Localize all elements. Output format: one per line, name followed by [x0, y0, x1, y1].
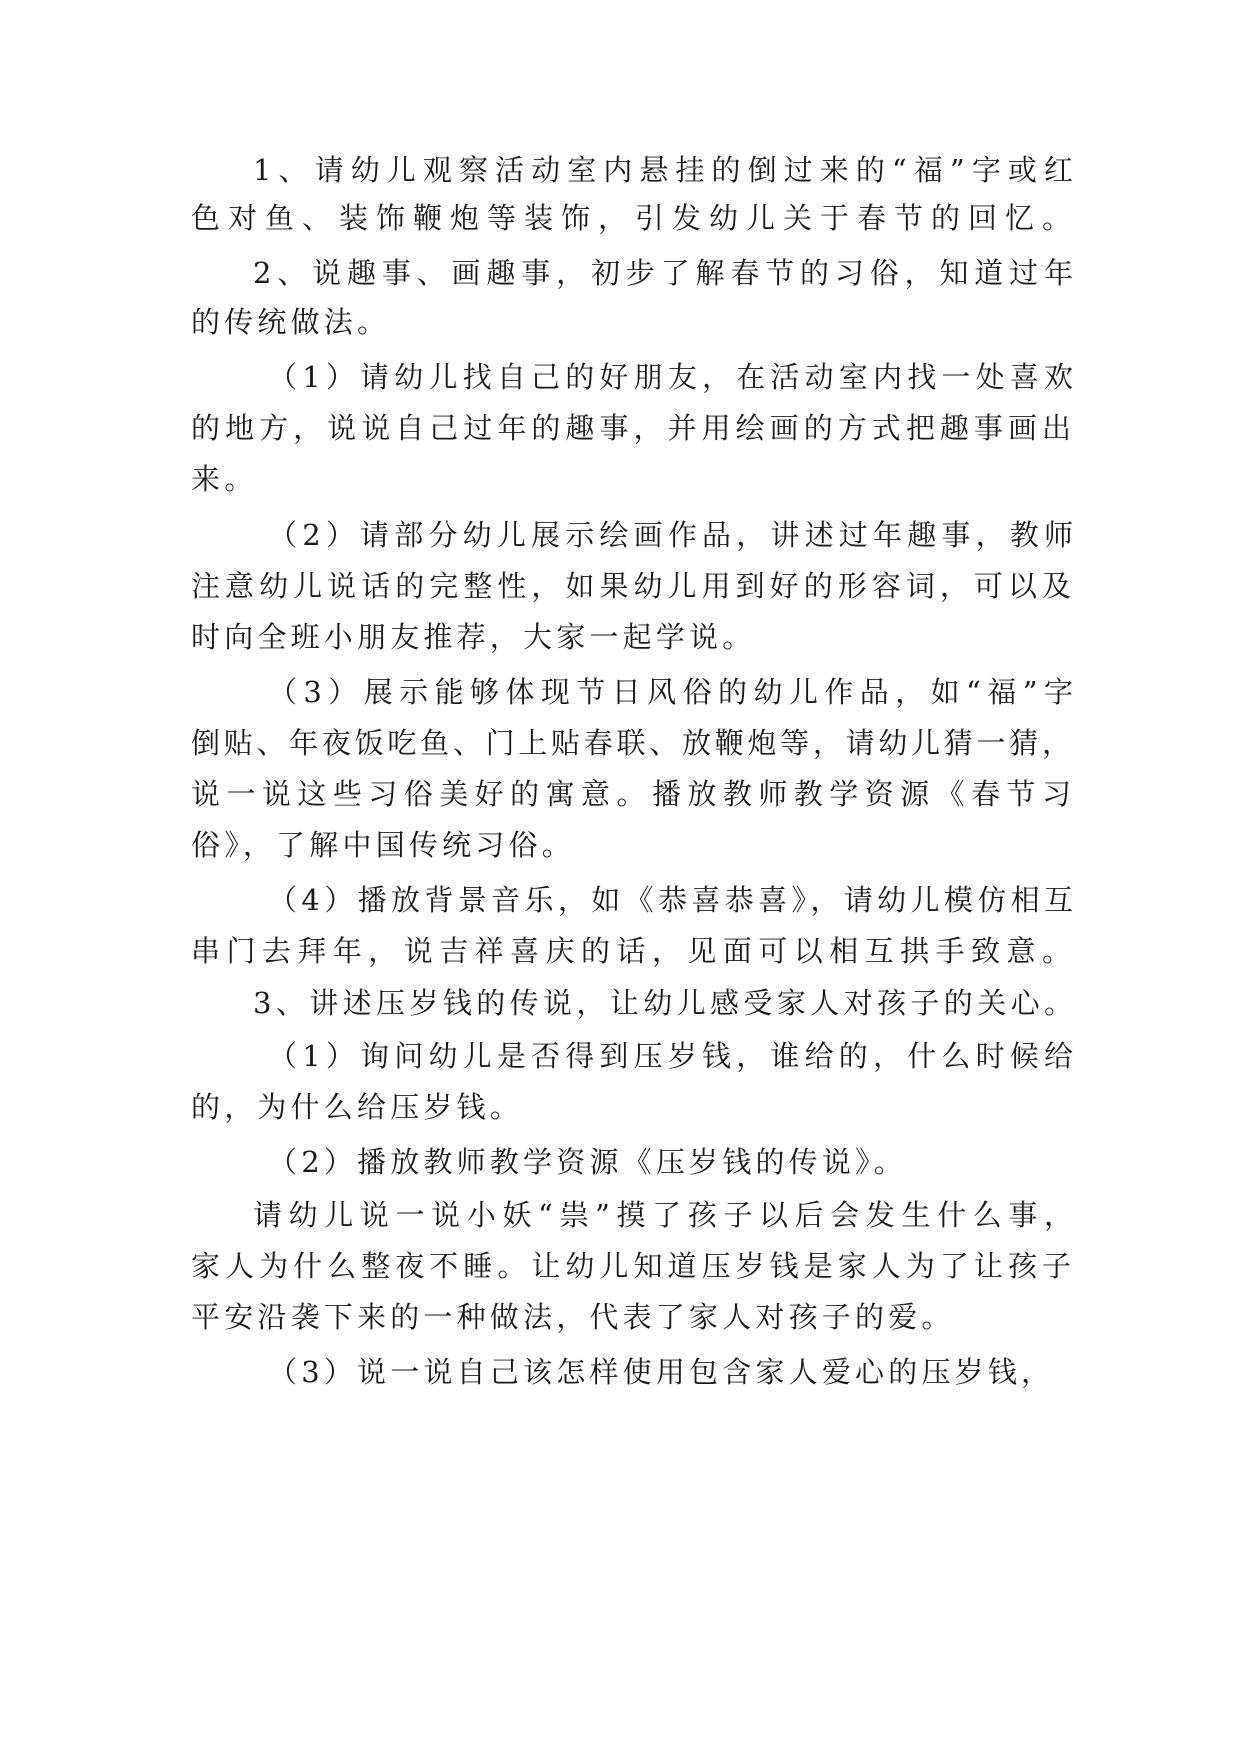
- paragraph-7-line-1: 3、讲述压岁钱的传说，让幼儿感受家人对孩子的关心。: [253, 986, 1073, 1020]
- paragraph-3-line-3: 来。: [191, 462, 258, 496]
- paragraph-2-line-1: 2、说趣事、画趣事，初步了解春节的习俗，知道过年: [253, 256, 1073, 290]
- paragraph-10-line-2: 家人为什么整夜不睡。让幼儿知道压岁钱是家人为了让孩子: [191, 1249, 1071, 1283]
- paragraph-8-line-1: （1）询问幼儿是否得到压岁钱，谁给的，什么时候给: [268, 1039, 1073, 1073]
- paragraph-11-line-1: （3）说一说自己该怎样使用包含家人爱心的压岁钱，: [268, 1355, 1055, 1389]
- paragraph-10-line-1: 请幼儿说一说小妖“祟”摸了孩子以后会发生什么事，: [253, 1198, 1073, 1232]
- paragraph-5-line-1: （3）展示能够体现节日风俗的幼儿作品，如“福”字: [268, 675, 1073, 709]
- paragraph-4-line-1: （2）请部分幼儿展示绘画作品，讲述过年趣事，教师: [268, 518, 1073, 552]
- paragraph-1-line-2: 色对鱼、装饰鞭炮等装饰，引发幼儿关于春节的回忆。: [191, 201, 1071, 235]
- paragraph-5-line-3: 说一说这些习俗美好的寓意。播放教师教学资源《春节习: [191, 777, 1071, 811]
- paragraph-6-line-2: 串门去拜年，说吉祥喜庆的话，见面可以相互拱手致意。: [191, 934, 1071, 968]
- paragraph-3-line-1: （1）请幼儿找自己的好朋友，在活动室内找一处喜欢: [268, 360, 1073, 394]
- paragraph-4-line-3: 时向全班小朋友推荐，大家一起学说。: [191, 620, 756, 654]
- paragraph-5-line-2: 倒贴、年夜饭吃鱼、门上贴春联、放鞭炮等，请幼儿猜一猜，: [191, 726, 1071, 760]
- paragraph-6-line-1: （4）播放背景音乐，如《恭喜恭喜》，请幼儿模仿相互: [268, 883, 1073, 917]
- paragraph-5-line-4: 俗》，了解中国传统习俗。: [191, 828, 575, 862]
- paragraph-10-line-3: 平安沿袭下来的一种做法，代表了家人对孩子的爱。: [191, 1300, 955, 1334]
- paragraph-8-line-2: 的，为什么给压岁钱。: [191, 1090, 524, 1124]
- paragraph-2-line-2: 的传统做法。: [191, 305, 391, 339]
- paragraph-1-line-1: 1、请幼儿观察活动室内悬挂的倒过来的“福”字或红: [253, 153, 1073, 187]
- paragraph-9-line-1: （2）播放教师教学资源《压岁钱的传说》。: [268, 1145, 907, 1179]
- paragraph-3-line-2: 的地方，说说自己过年的趣事，并用绘画的方式把趣事画出: [191, 411, 1071, 445]
- paragraph-4-line-2: 注意幼儿说话的完整性，如果幼儿用到好的形容词，可以及: [191, 569, 1071, 603]
